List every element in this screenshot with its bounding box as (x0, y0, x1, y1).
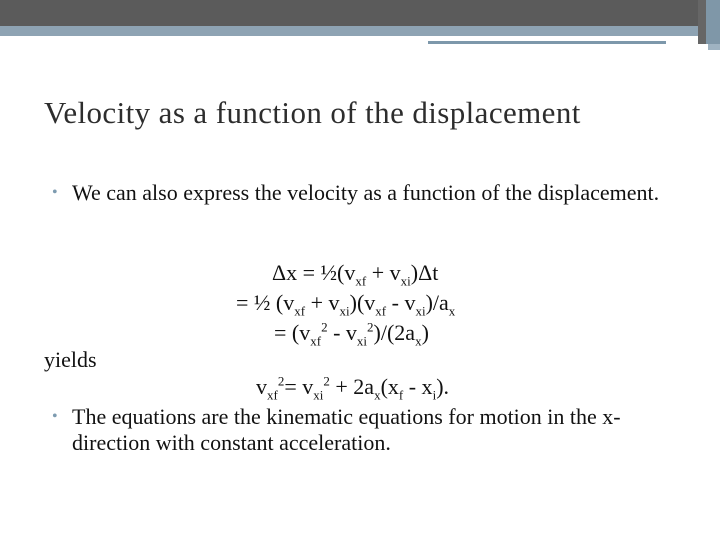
eq-sup: 2 (321, 319, 328, 335)
eq-text: v (256, 374, 267, 399)
eq-text: = (v (274, 320, 311, 345)
bullet-icon: • (52, 184, 58, 201)
header-band-light (0, 26, 698, 36)
eq-sub: xf (294, 303, 306, 319)
slide-header-decoration (0, 0, 720, 60)
equation-line-4 (256, 373, 450, 403)
eq-text: + 2a (329, 374, 375, 399)
equation-line-3 (274, 319, 429, 349)
eq-text: (x (380, 374, 399, 399)
bullet-icon: • (52, 408, 58, 425)
equation-line-2 (236, 290, 456, 319)
eq-text: )/a (425, 290, 449, 315)
yields-label: yields (44, 347, 97, 372)
eq-sub: xi (400, 273, 411, 289)
eq-text: - x (403, 374, 433, 399)
eq-sup: 2 (367, 319, 374, 335)
eq-text: + v (305, 290, 340, 315)
eq-text: )/(2a (373, 320, 416, 345)
eq-sup: 2 (323, 373, 330, 389)
bullet-text: The equations are the kinematic equations for motion in the x-direction with constant acceleration. (72, 404, 621, 455)
eq-text: - v (327, 320, 357, 345)
eq-sub: xi (339, 303, 350, 319)
eq-sub: xf (267, 387, 278, 403)
eq-sub: xi (415, 303, 426, 319)
eq-text: ). (436, 374, 450, 399)
eq-text: - v (386, 290, 416, 315)
eq-sub: xf (355, 273, 367, 289)
header-corner-dark (698, 0, 706, 44)
eq-text: ) (421, 320, 429, 345)
eq-sub: f (398, 387, 404, 403)
eq-sup: 2 (277, 373, 285, 389)
eq-text: )(v (349, 290, 376, 315)
header-accent-line (428, 41, 666, 44)
header-corner-light (706, 0, 720, 44)
eq-text: = v (284, 374, 314, 399)
equation-line-1 (272, 260, 439, 289)
eq-sub: xf (375, 303, 387, 319)
eq-sub: xf (310, 333, 322, 349)
eq-text: Δx = ½(v (272, 260, 356, 285)
eq-text: )Δt (410, 260, 439, 285)
bullet-text: We can also express the velocity as a function of the displacement. (72, 180, 660, 205)
eq-text: = ½ (v (236, 290, 295, 315)
eq-text: + v (366, 260, 401, 285)
eq-sub: x (448, 303, 456, 319)
eq-sub: xi (313, 387, 324, 403)
eq-sub: x (415, 333, 422, 349)
eq-sub: xi (356, 333, 368, 349)
eq-sub: i (432, 387, 437, 403)
slide-title: Velocity as a function of the displacement (44, 95, 581, 130)
eq-sub: x (374, 387, 381, 403)
header-band-dark (0, 0, 698, 26)
header-corner-tab (708, 44, 720, 50)
